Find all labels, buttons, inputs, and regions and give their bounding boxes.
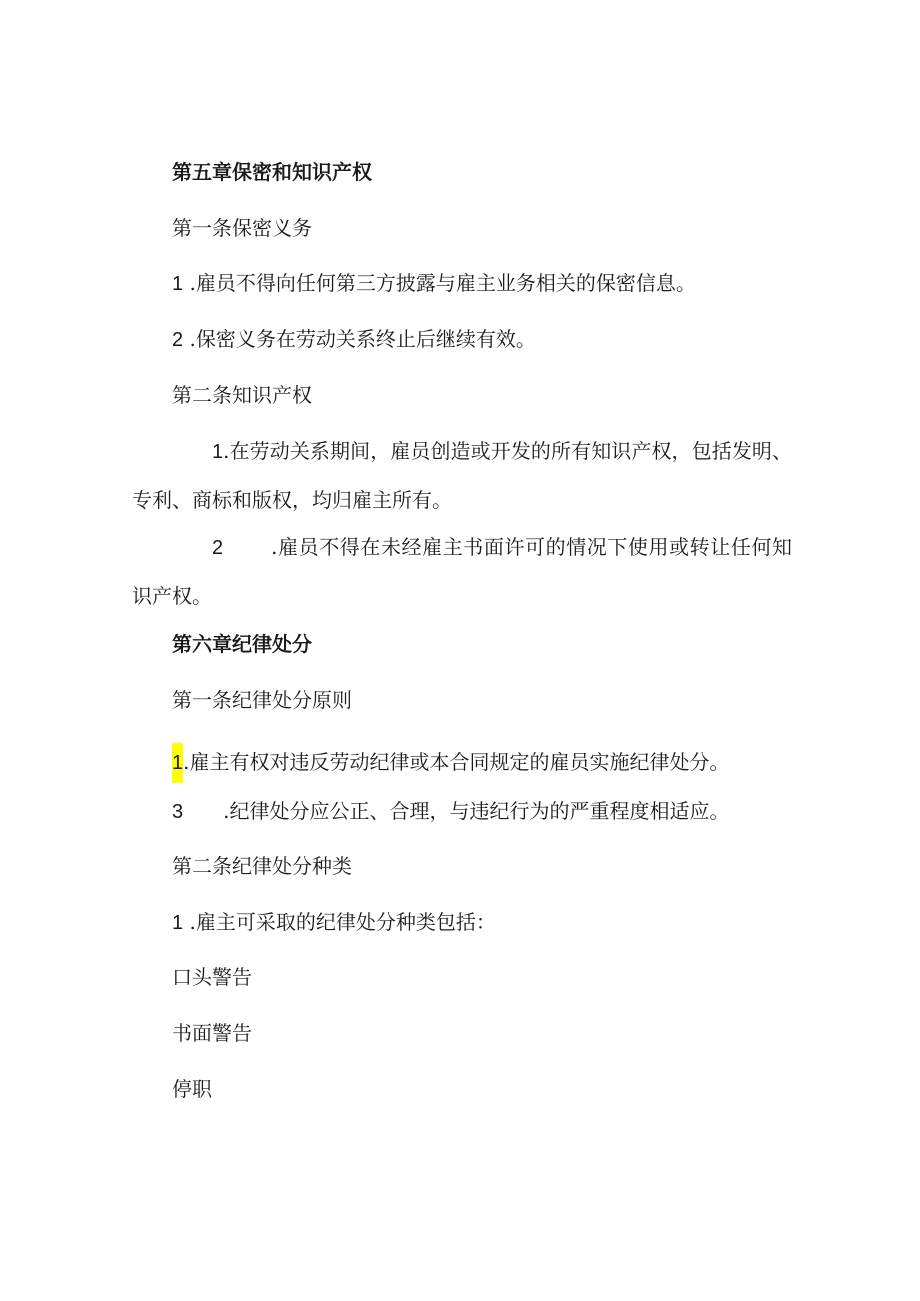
item-text: .雇主可采取的纪律处分种类包括： bbox=[189, 910, 496, 934]
article-6-2-title: 第二条纪律处分种类 bbox=[172, 854, 352, 878]
item-number: 2 bbox=[212, 537, 224, 559]
chapter-6-title: 第六章纪律处分 bbox=[172, 632, 312, 656]
article-5-1-item-1 bbox=[172, 271, 696, 296]
article-5-1-item-2 bbox=[172, 327, 536, 352]
item-number: 1 bbox=[172, 273, 184, 295]
article-5-2-title: 第二条知识产权 bbox=[172, 383, 312, 407]
list-item: 口头警告 bbox=[172, 965, 252, 989]
item-text: .保密义务在劳动关系终止后继续有效。 bbox=[189, 327, 536, 351]
article-6-2-item-1 bbox=[172, 910, 496, 935]
item-text: .雇员不得向任何第三方披露与雇主业务相关的保密信息。 bbox=[189, 271, 696, 295]
article-5-1-title: 第一条保密义务 bbox=[172, 216, 312, 240]
list-item: 停职 bbox=[172, 1077, 212, 1101]
item-text: .雇员不得在未经雇主书面许可的情况下使用或转让任何知识产权。 bbox=[132, 535, 792, 608]
item-text: .雇主有权对违反劳动纪律或本合同规定的雇员实施纪律处分。 bbox=[183, 750, 730, 774]
item-number: 3 bbox=[172, 801, 184, 823]
article-5-2-item-2 bbox=[132, 523, 792, 620]
chapter-5-title: 第五章保密和知识产权 bbox=[172, 160, 372, 184]
article-6-1-item-1 bbox=[172, 743, 729, 783]
item-number: 2 bbox=[172, 329, 184, 351]
item-number: 1 bbox=[172, 912, 184, 934]
item-text: .在劳动关系期间，雇员创造或开发的所有知识产权，包括发明、专利、商标和版权，均归雇主所有。 bbox=[132, 439, 792, 512]
highlighted-item-number: 1 bbox=[172, 743, 183, 783]
item-number: 1 bbox=[212, 441, 224, 463]
article-6-1-title: 第一条纪律处分原则 bbox=[172, 688, 352, 712]
article-5-2-item-1 bbox=[132, 427, 792, 524]
list-item: 书面警告 bbox=[172, 1021, 252, 1045]
item-text: .纪律处分应公正、合理，与违纪行为的严重程度相适应。 bbox=[223, 799, 730, 823]
article-6-1-item-2 bbox=[172, 799, 729, 824]
